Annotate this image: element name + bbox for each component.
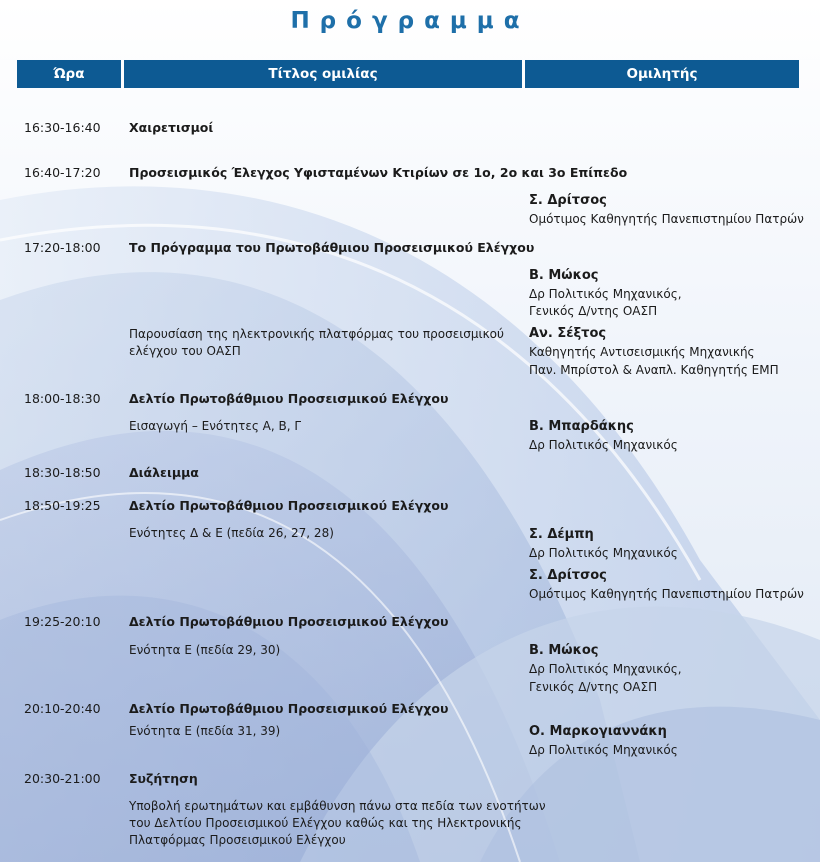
session-time: 17:20-18:00 (24, 240, 101, 255)
session-subtitle: Ενότητες Δ & Ε (πεδία 26, 27, 28) (129, 526, 334, 540)
speaker-affiliation: Δρ Πολιτικός Μηχανικός (529, 743, 678, 757)
speaker-name: Σ. Δρίτσος (529, 193, 607, 208)
speaker-name: Σ. Δέμπη (529, 527, 594, 542)
page-title: Πρόγραμμα (290, 8, 530, 34)
speaker-name: Β. Μώκος (529, 643, 599, 658)
session-time: 18:00-18:30 (24, 391, 101, 406)
session-subtitle: Πλατφόρμας Προσεισμικού Ελέγχου (129, 833, 346, 847)
speaker-name: Ο. Μαρκογιαννάκη (529, 724, 667, 739)
speaker-name: Σ. Δρίτσος (529, 568, 607, 583)
header-time: Ώρα (17, 60, 121, 88)
speaker-affiliation: Γενικός Δ/ντης ΟΑΣΠ (529, 680, 658, 694)
session-subtitle: του Δελτίου Προσεισμικού Ελέγχου καθώς και της Ηλεκτρονικής (129, 816, 522, 830)
session-time: 20:10-20:40 (24, 701, 101, 716)
session-talk: Διάλειμμα (129, 465, 199, 480)
speaker-affiliation: Δρ Πολιτικός Μηχανικός, (529, 287, 682, 301)
session-time: 16:30-16:40 (24, 120, 101, 135)
session-subtitle: Ενότητα Ε (πεδία 31, 39) (129, 724, 281, 738)
session-talk: Χαιρετισμοί (129, 120, 214, 135)
session-time: 20:30-21:00 (24, 771, 101, 786)
session-talk: Το Πρόγραμμα του Πρωτοβάθμιου Προσεισμικού Ελέγχου (129, 240, 535, 255)
speaker-name: Β. Μώκος (529, 268, 599, 283)
speaker-affiliation: Γενικός Δ/ντης ΟΑΣΠ (529, 304, 658, 318)
speaker-affiliation: Δρ Πολιτικός Μηχανικός (529, 438, 678, 452)
session-subtitle: Ενότητα Ε (πεδία 29, 30) (129, 643, 281, 657)
session-subtitle: Εισαγωγή – Ενότητες Α, Β, Γ (129, 419, 302, 433)
session-time: 18:30-18:50 (24, 465, 101, 480)
session-talk: Δελτίο Πρωτοβάθμιου Προσεισμικού Ελέγχου (129, 498, 449, 513)
speaker-affiliation: Δρ Πολιτικός Μηχανικός (529, 546, 678, 560)
speaker-affiliation: Ομότιμος Καθηγητής Πανεπιστημίου Πατρών (529, 587, 804, 601)
session-talk: Συζήτηση (129, 771, 198, 786)
speaker-affiliation: Δρ Πολιτικός Μηχανικός, (529, 662, 682, 676)
speaker-affiliation: Ομότιμος Καθηγητής Πανεπιστημίου Πατρών (529, 212, 804, 226)
session-talk: Δελτίο Πρωτοβάθμιου Προσεισμικού Ελέγχου (129, 701, 449, 716)
session-subtitle: Παρουσίαση της ηλεκτρονικής πλατφόρμας του προσεισμικού (129, 327, 504, 341)
session-time: 16:40-17:20 (24, 165, 101, 180)
session-talk: Δελτίο Πρωτοβάθμιου Προσεισμικού Ελέγχου (129, 391, 449, 406)
session-time: 18:50-19:25 (24, 498, 101, 513)
session-time: 19:25-20:10 (24, 614, 101, 629)
session-talk: Προσεισμικός Έλεγχος Υφισταμένων Κτιρίων σε 1ο, 2ο και 3ο Επίπεδο (129, 165, 628, 180)
speaker-affiliation: Καθηγητής Αντισεισμικής Μηχανικής (529, 345, 755, 359)
header-talk: Τίτλος ομιλίας (124, 60, 522, 88)
speaker-name: Β. Μπαρδάκης (529, 419, 634, 434)
session-subtitle: Υποβολή ερωτημάτων και εμβάθυνση πάνω στα πεδία των ενοτήτων (129, 799, 546, 813)
speaker-name: Αν. Σέξτος (529, 326, 607, 341)
session-talk: Δελτίο Πρωτοβάθμιου Προσεισμικού Ελέγχου (129, 614, 449, 629)
speaker-affiliation: Παν. Μπρίστολ & Αναπλ. Καθηγητής ΕΜΠ (529, 363, 779, 377)
header-speaker: Ομιλητής (525, 60, 799, 88)
session-subtitle: ελέγχου του ΟΑΣΠ (129, 344, 241, 358)
